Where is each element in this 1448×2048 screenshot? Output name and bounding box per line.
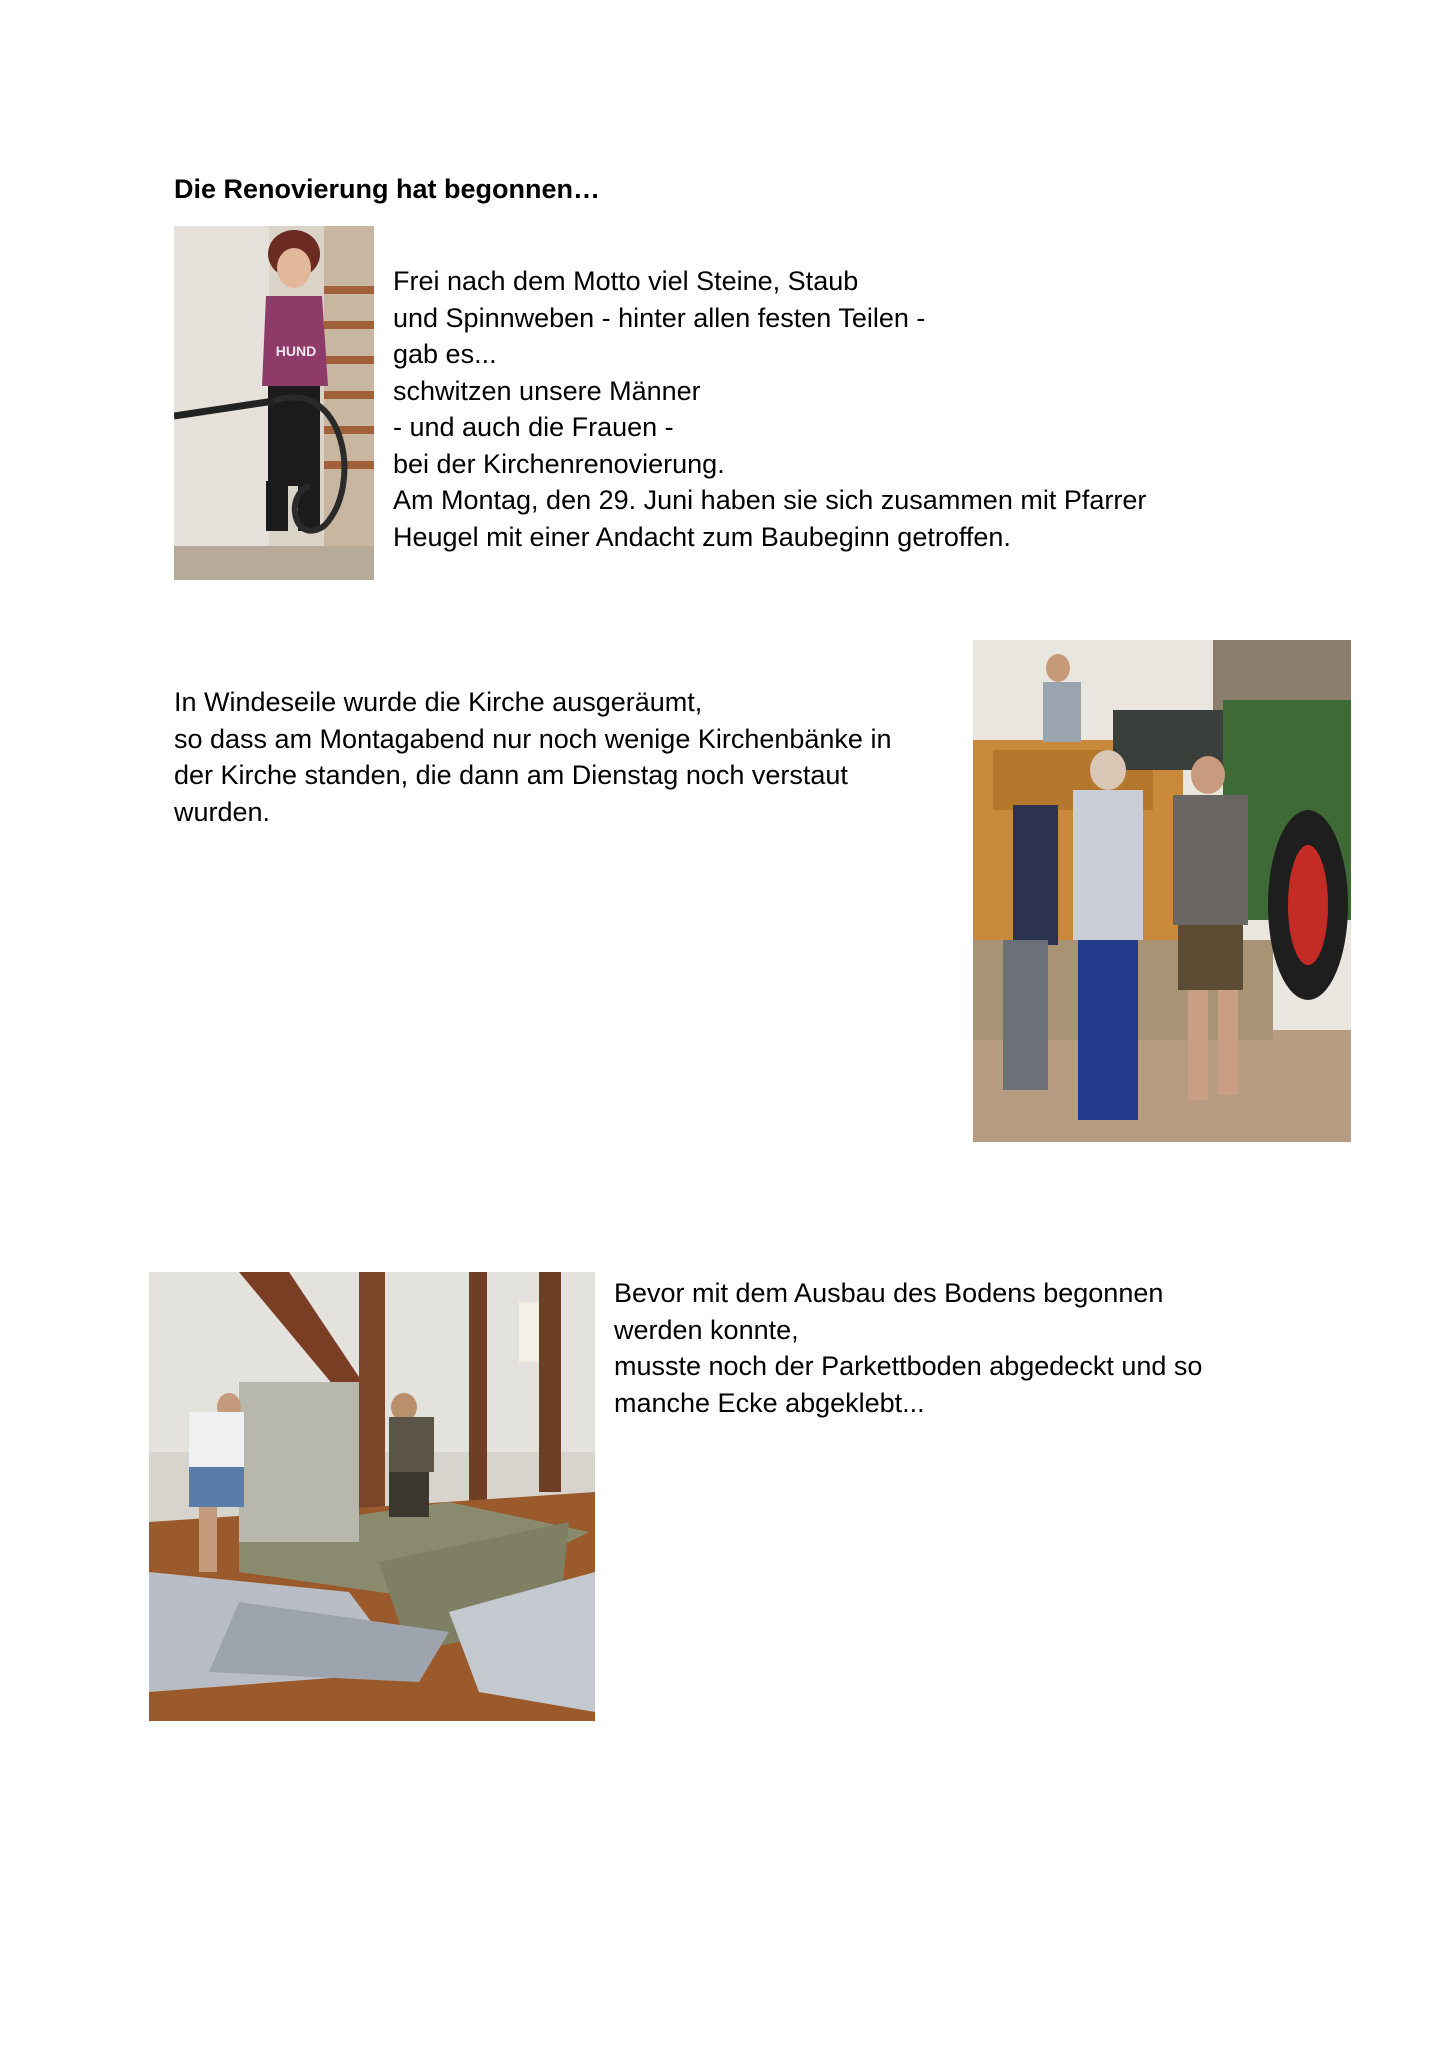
text-line: Am Montag, den 29. Juni haben sie sich zusammen mit Pfarrer xyxy=(393,485,1147,515)
text-line: Frei nach dem Motto viel Steine, Staub xyxy=(393,266,859,296)
photo-loading-pews xyxy=(973,640,1351,1142)
text-line: Heugel mit einer Andacht zum Baubeginn getroffen. xyxy=(393,521,1011,552)
text-line: der Kirche standen, die dann am Dienstag noch verstaut xyxy=(174,760,848,790)
text-line: und Spinnweben - hinter allen festen Teilen - xyxy=(393,302,926,333)
text-line: - und auch die Frauen - xyxy=(393,412,674,442)
photo-floor-covering xyxy=(149,1272,595,1721)
shirt-print: HUND xyxy=(275,343,317,359)
paragraph-floor xyxy=(614,1275,1202,1421)
photo-woman-vacuuming xyxy=(174,226,374,580)
text-line: Bevor mit dem Ausbau des Bodens begonnen xyxy=(614,1278,1164,1308)
text-line: werden konnte, xyxy=(614,1314,799,1345)
page-title: Die Renovierung hat begonnen… xyxy=(174,174,601,204)
text-line: gab es... xyxy=(393,339,497,369)
text-line: musste noch der Parkettboden abgedeckt und so xyxy=(614,1351,1203,1381)
text-line: wurden. xyxy=(174,796,271,827)
paragraph-intro xyxy=(393,263,1146,555)
paragraph-clearing xyxy=(174,684,891,830)
text-line: In Windeseile wurde die Kirche ausgeräumt, xyxy=(174,687,703,717)
text-line: bei der Kirchenrenovierung. xyxy=(393,448,725,479)
text-line: schwitzen unsere Männer xyxy=(393,375,701,406)
text-line: so dass am Montagabend nur noch wenige Kirchenbänke in xyxy=(174,723,892,754)
text-line: manche Ecke abgeklebt... xyxy=(614,1387,925,1418)
